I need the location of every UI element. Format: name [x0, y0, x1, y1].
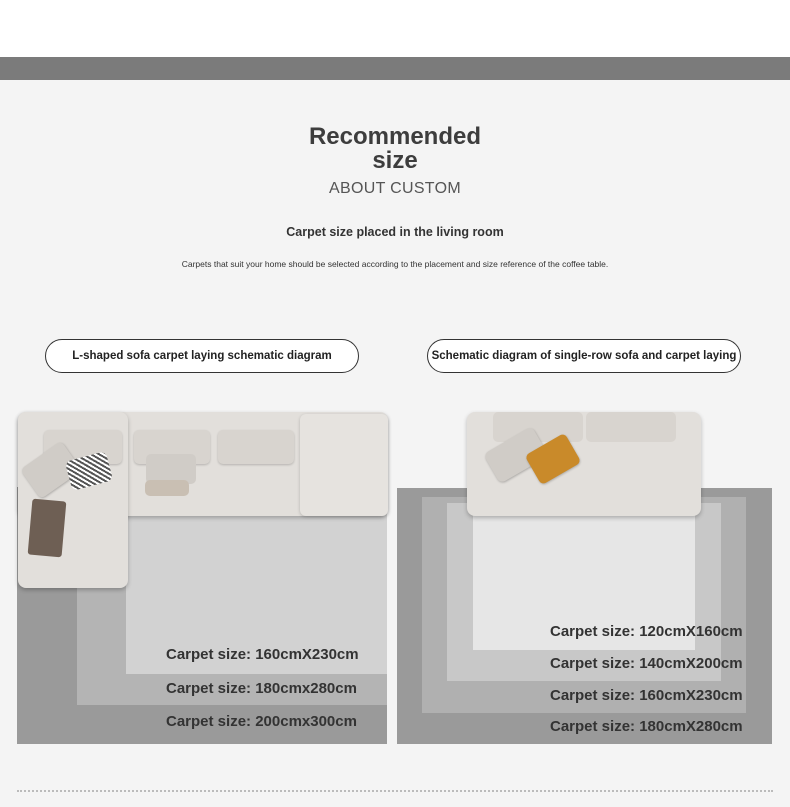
top-gray-bar	[0, 57, 790, 80]
left-size-label-3: Carpet size: 200cmx300cm	[166, 713, 357, 730]
subtitle: ABOUT CUSTOM	[329, 180, 461, 197]
left-size-label-1: Carpet size: 160cmX230cm	[166, 646, 359, 663]
sofa-back-right-r	[586, 412, 676, 442]
left-size-label-2: Carpet size: 180cmx280cm	[166, 680, 357, 697]
sofa-end-section	[300, 414, 388, 516]
cushion-small	[145, 480, 189, 496]
right-size-label-4: Carpet size: 180cmX280cm	[550, 718, 743, 735]
right-size-label-3: Carpet size: 160cmX230cm	[550, 687, 743, 704]
title-line-2: size	[372, 147, 418, 174]
sofa-seat-3	[218, 430, 294, 464]
left-diagram-label: L-shaped sofa carpet laying schematic diagram	[45, 339, 359, 373]
top-white-band	[0, 0, 790, 57]
cushion-brown	[28, 499, 67, 558]
title-line-1: Recommended	[308, 123, 482, 150]
section-description: Carpets that suit your home should be selected according to the placement and size reference of the coffee table.	[181, 259, 609, 269]
right-size-label-2: Carpet size: 140cmX200cm	[550, 655, 743, 672]
right-diagram-label: Schematic diagram of single-row sofa and carpet laying	[427, 339, 741, 373]
bottom-dotted-divider	[17, 790, 773, 792]
right-size-label-1: Carpet size: 120cmX160cm	[550, 623, 743, 640]
section-heading: Carpet size placed in the living room	[286, 225, 504, 239]
